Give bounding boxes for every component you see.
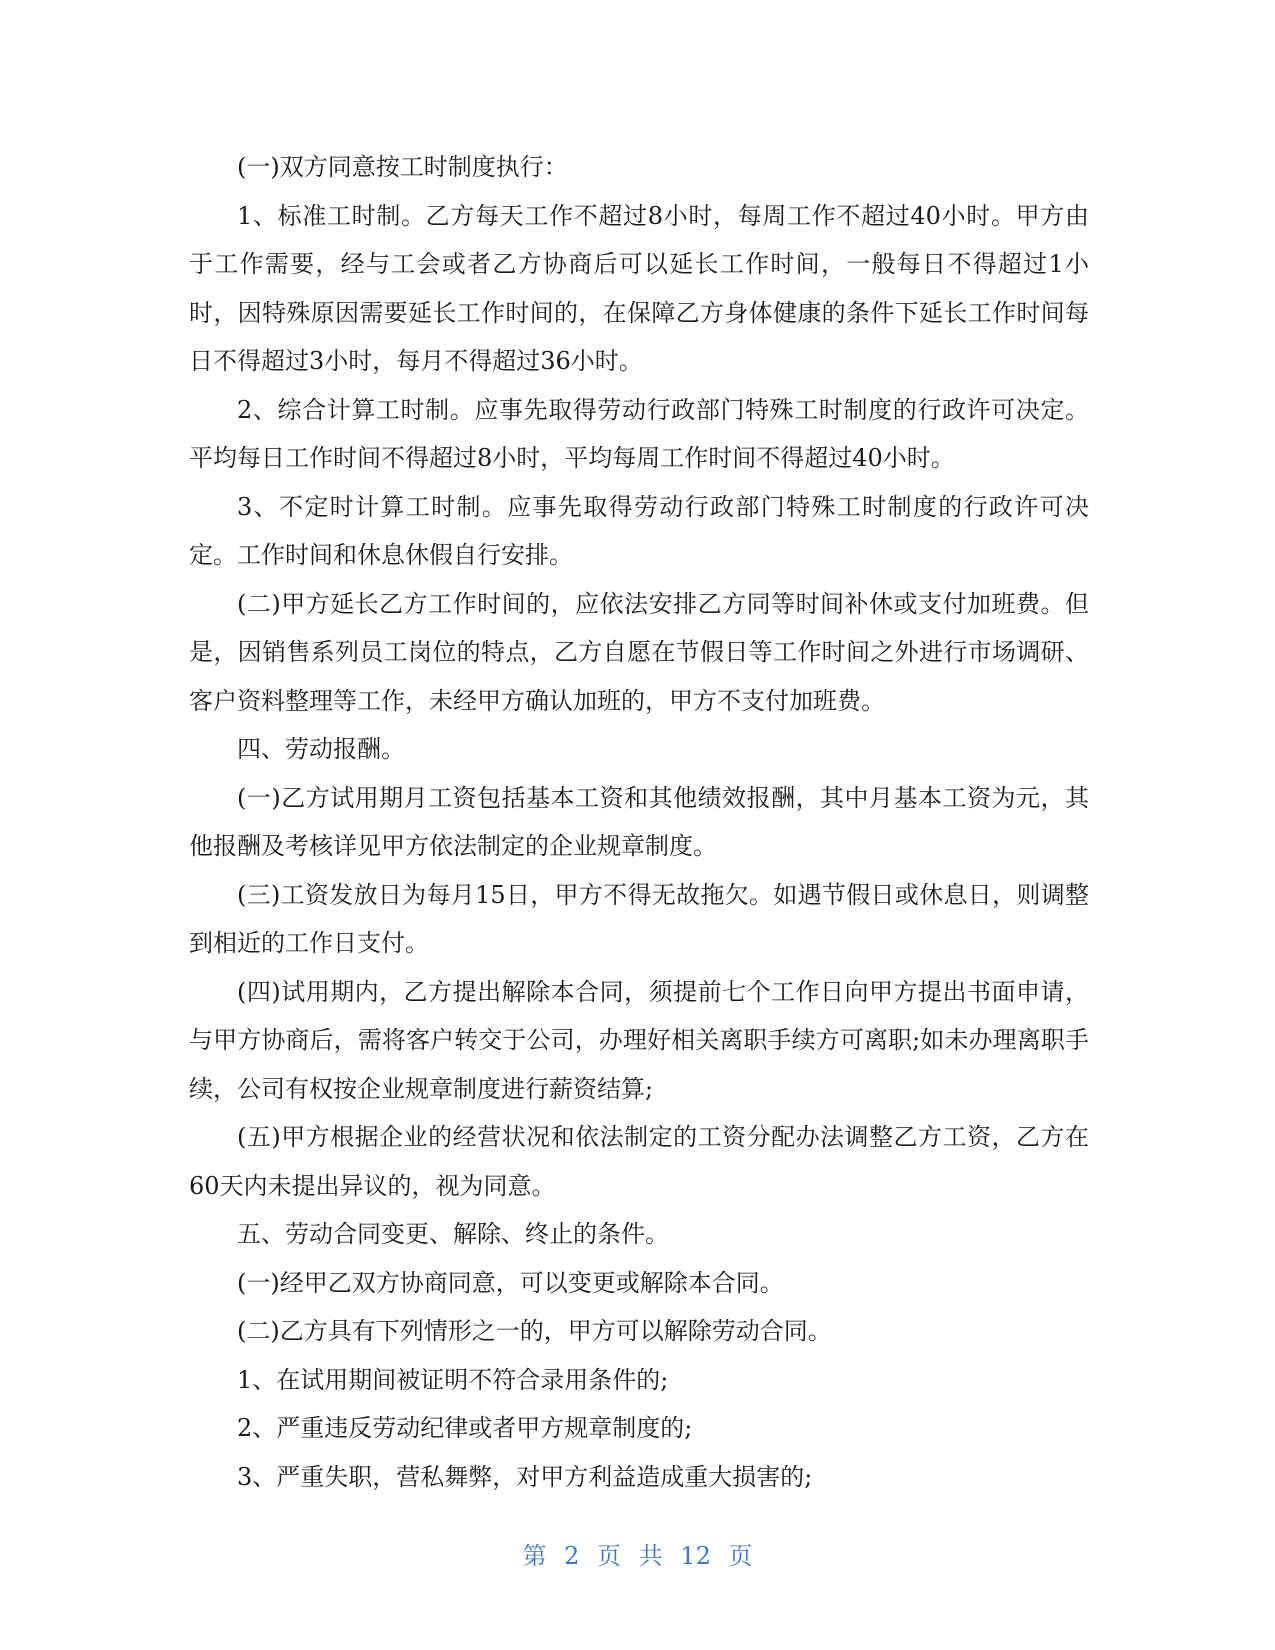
paragraph-flexible-hours: 3、不定时计算工时制。应事先取得劳动行政部门特殊工时制度的行政许可决定。工作时间和休息休假自行安排。 <box>189 492 1089 569</box>
paragraph-standard-hours: 1、标准工时制。乙方每天工作不超过8小时，每周工作不超过40小时。甲方由于工作需要，经与工会或者乙方协商后可以延长工作时间，一般每日不得超过1小时，因特殊原因需要延长工作时间的，在保障乙方身体健康的条件下延长工作时间每日不得超过3小时，每月不得超过36小时。 <box>189 201 1089 375</box>
list-item-dereliction: 3、严重失职，营私舞弊，对甲方利益造成重大损害的; <box>237 1462 813 1491</box>
paragraph-overtime: (二)甲方延长乙方工作时间的，应依法安排乙方同等时间补休或支付加班费。但是，因销售系列员工岗位的特点，乙方自愿在节假日等工作时间之外进行市场调研、客户资料整理等工作，未经甲方确认加班的，甲方不支付加班费。 <box>189 589 1089 715</box>
paragraph-probation-resignation: (四)试用期内，乙方提出解除本合同，须提前七个工作日向甲方提出书面申请，与甲方协商后，需将客户转交于公司，办理好相关离职手续方可离职;如未办理离职手续，公司有权按企业规章制度进行薪资结算; <box>189 977 1089 1103</box>
paragraph-probation-salary: (一)乙方试用期月工资包括基本工资和其他绩效报酬，其中月基本工资为元，其他报酬及考核详见甲方依法制定的企业规章制度。 <box>189 783 1089 860</box>
page-number-footer: 第 2 页 共 12 页 <box>522 1542 753 1570</box>
paragraph-salary-adjustment: (五)甲方根据企业的经营状况和依法制定的工资分配办法调整乙方工资，乙方在60天内未提出异议的，视为同意。 <box>189 1123 1089 1200</box>
paragraph-comprehensive-hours: 2、综合计算工时制。应事先取得劳动行政部门特殊工时制度的行政许可决定。平均每日工作时间不得超过8小时，平均每周工作时间不得超过40小时。 <box>189 395 1089 472</box>
document-body <box>189 143 1089 1501</box>
paragraph-payday: (三)工资发放日为每月15日，甲方不得无故拖欠。如遇节假日或休息日，则调整到相近的工作日支付。 <box>189 880 1089 957</box>
list-item-discipline-violation: 2、严重违反劳动纪律或者甲方规章制度的; <box>237 1414 693 1442</box>
list-item-probation-unqualified: 1、在试用期间被证明不符合录用条件的; <box>237 1365 669 1394</box>
paragraph-termination-conditions: (二)乙方具有下列情形之一的，甲方可以解除劳动合同。 <box>237 1317 832 1345</box>
paragraph-working-hours-heading: (一)双方同意按工时制度执行： <box>237 153 568 181</box>
section-heading-contract-changes: 五、劳动合同变更、解除、终止的条件。 <box>237 1220 669 1248</box>
section-heading-remuneration: 四、劳动报酬。 <box>237 735 405 763</box>
paragraph-mutual-agreement: (一)经甲乙双方协商同意，可以变更或解除本合同。 <box>237 1268 784 1297</box>
